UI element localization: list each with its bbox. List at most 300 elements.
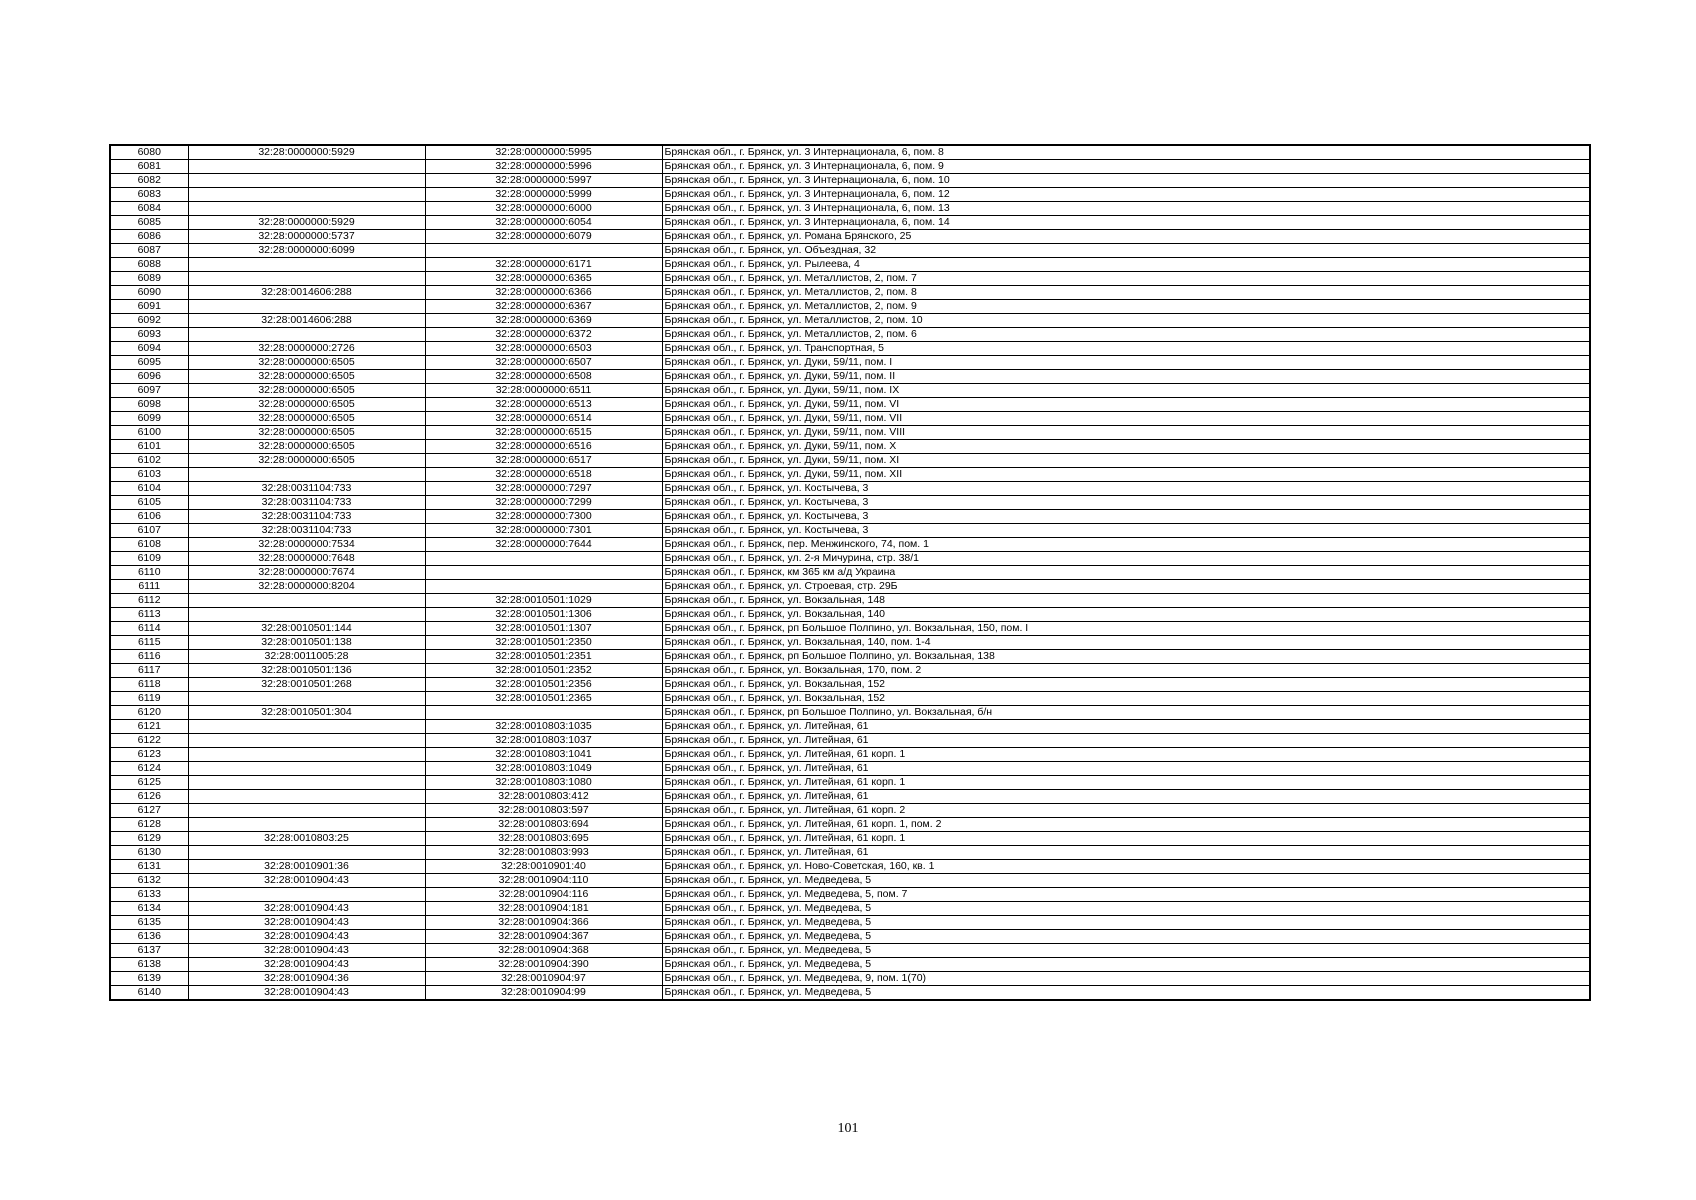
table-row [110, 160, 1590, 174]
address-cell: Брянская обл., г. Брянск, ул. Костычева, 3 [662, 510, 1590, 524]
table-row [110, 706, 1590, 720]
cadastral-number-cell: 32:28:0010501:1306 [425, 608, 662, 622]
row-number-cell: 6090 [110, 286, 188, 300]
parent-cadastral-number-cell: 32:28:0000000:7648 [188, 552, 425, 566]
parent-cadastral-number-cell [188, 846, 425, 860]
address-cell: Брянская обл., г. Брянск, ул. Дуки, 59/11, пом. I [662, 356, 1590, 370]
table-row [110, 272, 1590, 286]
table-row [110, 636, 1590, 650]
cadastral-number-cell: 32:28:0000000:6518 [425, 468, 662, 482]
cadastral-number-cell: 32:28:0010904:390 [425, 958, 662, 972]
row-number-cell: 6107 [110, 524, 188, 538]
table-row [110, 412, 1590, 426]
cadastral-number-cell: 32:28:0000000:5996 [425, 160, 662, 174]
parent-cadastral-number-cell: 32:28:0000000:2726 [188, 342, 425, 356]
parent-cadastral-number-cell: 32:28:0000000:7674 [188, 566, 425, 580]
table-row [110, 552, 1590, 566]
cadastral-number-cell: 32:28:0010904:367 [425, 930, 662, 944]
row-number-cell: 6080 [110, 145, 188, 160]
address-cell: Брянская обл., г. Брянск, ул. 3 Интернационала, 6, пом. 12 [662, 188, 1590, 202]
row-number-cell: 6091 [110, 300, 188, 314]
registry-table-body [110, 145, 1590, 1000]
parent-cadastral-number-cell: 32:28:0010904:43 [188, 958, 425, 972]
parent-cadastral-number-cell: 32:28:0010904:43 [188, 902, 425, 916]
row-number-cell: 6086 [110, 230, 188, 244]
table-row [110, 608, 1590, 622]
address-cell: Брянская обл., г. Брянск, ул. Литейная, 61 [662, 720, 1590, 734]
table-row [110, 384, 1590, 398]
row-number-cell: 6093 [110, 328, 188, 342]
cadastral-number-cell: 32:28:0010803:597 [425, 804, 662, 818]
address-cell: Брянская обл., г. Брянск, ул. Медведева, 5 [662, 902, 1590, 916]
row-number-cell: 6097 [110, 384, 188, 398]
table-row [110, 216, 1590, 230]
parent-cadastral-number-cell: 32:28:0010904:36 [188, 972, 425, 986]
row-number-cell: 6109 [110, 552, 188, 566]
cadastral-number-cell: 32:28:0000000:5995 [425, 145, 662, 160]
row-number-cell: 6082 [110, 174, 188, 188]
cadastral-number-cell: 32:28:0000000:7300 [425, 510, 662, 524]
cadastral-number-cell: 32:28:0000000:7299 [425, 496, 662, 510]
address-cell: Брянская обл., г. Брянск, рп Большое Полпино, ул. Вокзальная, б/н [662, 706, 1590, 720]
row-number-cell: 6129 [110, 832, 188, 846]
table-row [110, 790, 1590, 804]
cadastral-number-cell [425, 244, 662, 258]
address-cell: Брянская обл., г. Брянск, рп Большое Полпино, ул. Вокзальная, 138 [662, 650, 1590, 664]
address-cell: Брянская обл., г. Брянск, ул. Медведева, 5 [662, 986, 1590, 1001]
parent-cadastral-number-cell [188, 258, 425, 272]
address-cell: Брянская обл., г. Брянск, ул. Медведева, 9, пом. 1(70) [662, 972, 1590, 986]
row-number-cell: 6084 [110, 202, 188, 216]
cadastral-number-cell: 32:28:0000000:6507 [425, 356, 662, 370]
address-cell: Брянская обл., г. Брянск, ул. Дуки, 59/11, пом. XI [662, 454, 1590, 468]
parent-cadastral-number-cell: 32:28:0014606:288 [188, 286, 425, 300]
address-cell: Брянская обл., г. Брянск, ул. Металлистов, 2, пом. 6 [662, 328, 1590, 342]
row-number-cell: 6113 [110, 608, 188, 622]
cadastral-number-cell: 32:28:0010904:368 [425, 944, 662, 958]
parent-cadastral-number-cell [188, 328, 425, 342]
cadastral-number-cell: 32:28:0000000:6000 [425, 202, 662, 216]
address-cell: Брянская обл., г. Брянск, ул. Дуки, 59/11, пом. IX [662, 384, 1590, 398]
table-row [110, 510, 1590, 524]
property-registry-table [109, 144, 1591, 1001]
row-number-cell: 6138 [110, 958, 188, 972]
row-number-cell: 6094 [110, 342, 188, 356]
address-cell: Брянская обл., г. Брянск, ул. Вокзальная, 148 [662, 594, 1590, 608]
address-cell: Брянская обл., г. Брянск, ул. Вокзальная, 152 [662, 692, 1590, 706]
cadastral-number-cell: 32:28:0000000:6516 [425, 440, 662, 454]
cadastral-number-cell: 32:28:0010803:695 [425, 832, 662, 846]
parent-cadastral-number-cell: 32:28:0010803:25 [188, 832, 425, 846]
cadastral-number-cell: 32:28:0000000:7301 [425, 524, 662, 538]
table-row [110, 888, 1590, 902]
address-cell: Брянская обл., г. Брянск, ул. Медведева, 5 [662, 874, 1590, 888]
row-number-cell: 6085 [110, 216, 188, 230]
parent-cadastral-number-cell: 32:28:0000000:5929 [188, 216, 425, 230]
table-row [110, 958, 1590, 972]
parent-cadastral-number-cell: 32:28:0000000:6505 [188, 454, 425, 468]
table-row [110, 972, 1590, 986]
row-number-cell: 6106 [110, 510, 188, 524]
table-row [110, 860, 1590, 874]
row-number-cell: 6116 [110, 650, 188, 664]
row-number-cell: 6132 [110, 874, 188, 888]
row-number-cell: 6124 [110, 762, 188, 776]
parent-cadastral-number-cell [188, 188, 425, 202]
table-row [110, 230, 1590, 244]
parent-cadastral-number-cell: 32:28:0010501:136 [188, 664, 425, 678]
table-row [110, 832, 1590, 846]
row-number-cell: 6131 [110, 860, 188, 874]
cadastral-number-cell: 32:28:0010803:993 [425, 846, 662, 860]
address-cell: Брянская обл., г. Брянск, ул. Объездная, 32 [662, 244, 1590, 258]
address-cell: Брянская обл., г. Брянск, ул. 3 Интернационала, 6, пом. 14 [662, 216, 1590, 230]
table-row [110, 426, 1590, 440]
address-cell: Брянская обл., г. Брянск, ул. Рылеева, 4 [662, 258, 1590, 272]
cadastral-number-cell: 32:28:0010501:2351 [425, 650, 662, 664]
row-number-cell: 6120 [110, 706, 188, 720]
row-number-cell: 6083 [110, 188, 188, 202]
address-cell: Брянская обл., г. Брянск, ул. Вокзальная, 140 [662, 608, 1590, 622]
row-number-cell: 6114 [110, 622, 188, 636]
parent-cadastral-number-cell [188, 720, 425, 734]
parent-cadastral-number-cell [188, 174, 425, 188]
address-cell: Брянская обл., г. Брянск, ул. 3 Интернационала, 6, пом. 10 [662, 174, 1590, 188]
row-number-cell: 6139 [110, 972, 188, 986]
cadastral-number-cell: 32:28:0000000:6508 [425, 370, 662, 384]
cadastral-number-cell: 32:28:0010501:1029 [425, 594, 662, 608]
cadastral-number-cell: 32:28:0010501:1307 [425, 622, 662, 636]
cadastral-number-cell: 32:28:0010501:2365 [425, 692, 662, 706]
cadastral-number-cell: 32:28:0010803:1049 [425, 762, 662, 776]
cadastral-number-cell: 32:28:0000000:6367 [425, 300, 662, 314]
parent-cadastral-number-cell [188, 160, 425, 174]
table-row [110, 454, 1590, 468]
table-row [110, 314, 1590, 328]
cadastral-number-cell: 32:28:0000000:6365 [425, 272, 662, 286]
table-row [110, 328, 1590, 342]
address-cell: Брянская обл., г. Брянск, ул. Медведева, 5 [662, 944, 1590, 958]
table-row [110, 258, 1590, 272]
parent-cadastral-number-cell [188, 468, 425, 482]
table-row [110, 902, 1590, 916]
row-number-cell: 6115 [110, 636, 188, 650]
table-row [110, 930, 1590, 944]
row-number-cell: 6104 [110, 482, 188, 496]
cadastral-number-cell: 32:28:0000000:6372 [425, 328, 662, 342]
address-cell: Брянская обл., г. Брянск, ул. Литейная, 61 корп. 1 [662, 832, 1590, 846]
row-number-cell: 6134 [110, 902, 188, 916]
row-number-cell: 6126 [110, 790, 188, 804]
table-row [110, 286, 1590, 300]
table-row [110, 678, 1590, 692]
table-row [110, 846, 1590, 860]
row-number-cell: 6096 [110, 370, 188, 384]
table-row [110, 524, 1590, 538]
table-row [110, 468, 1590, 482]
cadastral-number-cell: 32:28:0010904:97 [425, 972, 662, 986]
table-row [110, 538, 1590, 552]
address-cell: Брянская обл., г. Брянск, ул. Литейная, 61 корп. 1 [662, 776, 1590, 790]
row-number-cell: 6110 [110, 566, 188, 580]
address-cell: Брянская обл., г. Брянск, ул. Литейная, 61 [662, 762, 1590, 776]
row-number-cell: 6119 [110, 692, 188, 706]
parent-cadastral-number-cell: 32:28:0000000:6505 [188, 370, 425, 384]
table-row [110, 370, 1590, 384]
parent-cadastral-number-cell: 32:28:0000000:7534 [188, 538, 425, 552]
cadastral-number-cell: 32:28:0010803:1041 [425, 748, 662, 762]
cadastral-number-cell: 32:28:0000000:7297 [425, 482, 662, 496]
cadastral-number-cell: 32:28:0000000:6054 [425, 216, 662, 230]
address-cell: Брянская обл., г. Брянск, ул. Дуки, 59/11, пом. VI [662, 398, 1590, 412]
parent-cadastral-number-cell: 32:28:0000000:6505 [188, 356, 425, 370]
address-cell: Брянская обл., г. Брянск, ул. Металлистов, 2, пом. 8 [662, 286, 1590, 300]
row-number-cell: 6103 [110, 468, 188, 482]
table-row [110, 342, 1590, 356]
table-row [110, 188, 1590, 202]
address-cell: Брянская обл., г. Брянск, ул. Вокзальная, 152 [662, 678, 1590, 692]
parent-cadastral-number-cell [188, 790, 425, 804]
row-number-cell: 6135 [110, 916, 188, 930]
address-cell: Брянская обл., г. Брянск, ул. Металлистов, 2, пом. 10 [662, 314, 1590, 328]
row-number-cell: 6111 [110, 580, 188, 594]
cadastral-number-cell: 32:28:0000000:6513 [425, 398, 662, 412]
cadastral-number-cell: 32:28:0000000:5999 [425, 188, 662, 202]
row-number-cell: 6102 [110, 454, 188, 468]
row-number-cell: 6089 [110, 272, 188, 286]
parent-cadastral-number-cell: 32:28:0014606:288 [188, 314, 425, 328]
table-row [110, 916, 1590, 930]
table-row [110, 762, 1590, 776]
parent-cadastral-number-cell: 32:28:0010904:43 [188, 874, 425, 888]
address-cell: Брянская обл., г. Брянск, ул. Литейная, 61 корп. 1 [662, 748, 1590, 762]
parent-cadastral-number-cell: 32:28:0031104:733 [188, 482, 425, 496]
row-number-cell: 6137 [110, 944, 188, 958]
address-cell: Брянская обл., г. Брянск, ул. Костычева, 3 [662, 482, 1590, 496]
row-number-cell: 6099 [110, 412, 188, 426]
address-cell: Брянская обл., г. Брянск, ул. Романа Брянского, 25 [662, 230, 1590, 244]
parent-cadastral-number-cell: 32:28:0010501:138 [188, 636, 425, 650]
row-number-cell: 6133 [110, 888, 188, 902]
address-cell: Брянская обл., г. Брянск, км 365 км а/д Украина [662, 566, 1590, 580]
cadastral-number-cell: 32:28:0000000:6517 [425, 454, 662, 468]
row-number-cell: 6121 [110, 720, 188, 734]
address-cell: Брянская обл., г. Брянск, ул. Транспортная, 5 [662, 342, 1590, 356]
address-cell: Брянская обл., г. Брянск, ул. Литейная, 61 корп. 2 [662, 804, 1590, 818]
cadastral-number-cell: 32:28:0010501:2350 [425, 636, 662, 650]
table-row [110, 776, 1590, 790]
parent-cadastral-number-cell [188, 594, 425, 608]
parent-cadastral-number-cell: 32:28:0010904:43 [188, 916, 425, 930]
address-cell: Брянская обл., г. Брянск, ул. Вокзальная, 140, пом. 1-4 [662, 636, 1590, 650]
cadastral-number-cell: 32:28:0000000:6511 [425, 384, 662, 398]
address-cell: Брянская обл., г. Брянск, пер. Менжинского, 74, пом. 1 [662, 538, 1590, 552]
cadastral-number-cell: 32:28:0010501:2352 [425, 664, 662, 678]
address-cell: Брянская обл., г. Брянск, ул. Дуки, 59/11, пом. X [662, 440, 1590, 454]
address-cell: Брянская обл., г. Брянск, ул. Металлистов, 2, пом. 9 [662, 300, 1590, 314]
parent-cadastral-number-cell: 32:28:0031104:733 [188, 524, 425, 538]
row-number-cell: 6122 [110, 734, 188, 748]
table-row [110, 244, 1590, 258]
parent-cadastral-number-cell: 32:28:0031104:733 [188, 496, 425, 510]
cadastral-number-cell: 32:28:0010904:116 [425, 888, 662, 902]
table-row [110, 145, 1590, 160]
parent-cadastral-number-cell: 32:28:0000000:6505 [188, 440, 425, 454]
cadastral-number-cell: 32:28:0010803:694 [425, 818, 662, 832]
table-row [110, 300, 1590, 314]
table-row [110, 818, 1590, 832]
row-number-cell: 6140 [110, 986, 188, 1001]
parent-cadastral-number-cell [188, 818, 425, 832]
cadastral-number-cell: 32:28:0000000:6079 [425, 230, 662, 244]
parent-cadastral-number-cell [188, 202, 425, 216]
table-row [110, 496, 1590, 510]
row-number-cell: 6127 [110, 804, 188, 818]
table-row [110, 734, 1590, 748]
cadastral-number-cell: 32:28:0000000:7644 [425, 538, 662, 552]
parent-cadastral-number-cell [188, 692, 425, 706]
address-cell: Брянская обл., г. Брянск, ул. Дуки, 59/11, пом. XII [662, 468, 1590, 482]
parent-cadastral-number-cell [188, 608, 425, 622]
table-row [110, 944, 1590, 958]
parent-cadastral-number-cell [188, 804, 425, 818]
parent-cadastral-number-cell [188, 300, 425, 314]
address-cell: Брянская обл., г. Брянск, ул. Ново-Советская, 160, кв. 1 [662, 860, 1590, 874]
table-row [110, 482, 1590, 496]
address-cell: Брянская обл., г. Брянск, ул. Вокзальная, 170, пом. 2 [662, 664, 1590, 678]
row-number-cell: 6098 [110, 398, 188, 412]
row-number-cell: 6136 [110, 930, 188, 944]
row-number-cell: 6088 [110, 258, 188, 272]
parent-cadastral-number-cell: 32:28:0000000:6505 [188, 384, 425, 398]
parent-cadastral-number-cell: 32:28:0000000:8204 [188, 580, 425, 594]
cadastral-number-cell: 32:28:0010904:99 [425, 986, 662, 1001]
table-row [110, 692, 1590, 706]
cadastral-number-cell: 32:28:0010904:366 [425, 916, 662, 930]
table-row [110, 804, 1590, 818]
row-number-cell: 6105 [110, 496, 188, 510]
parent-cadastral-number-cell: 32:28:0010501:268 [188, 678, 425, 692]
parent-cadastral-number-cell: 32:28:0010501:144 [188, 622, 425, 636]
table-row [110, 874, 1590, 888]
table-row [110, 398, 1590, 412]
table-row [110, 174, 1590, 188]
parent-cadastral-number-cell: 32:28:0010904:43 [188, 944, 425, 958]
table-row [110, 202, 1590, 216]
parent-cadastral-number-cell [188, 748, 425, 762]
address-cell: Брянская обл., г. Брянск, ул. Медведева, 5 [662, 958, 1590, 972]
table-row [110, 664, 1590, 678]
address-cell: Брянская обл., г. Брянск, ул. 3 Интернационала, 6, пом. 13 [662, 202, 1590, 216]
parent-cadastral-number-cell: 32:28:0000000:6505 [188, 398, 425, 412]
address-cell: Брянская обл., г. Брянск, ул. Медведева, 5 [662, 916, 1590, 930]
row-number-cell: 6108 [110, 538, 188, 552]
parent-cadastral-number-cell: 32:28:0010904:43 [188, 930, 425, 944]
address-cell: Брянская обл., г. Брянск, ул. Костычева, 3 [662, 524, 1590, 538]
table-row [110, 650, 1590, 664]
address-cell: Брянская обл., г. Брянск, ул. 2-я Мичурина, стр. 38/1 [662, 552, 1590, 566]
cadastral-number-cell: 32:28:0010904:110 [425, 874, 662, 888]
cadastral-number-cell: 32:28:0000000:6515 [425, 426, 662, 440]
address-cell: Брянская обл., г. Брянск, ул. Дуки, 59/11, пом. II [662, 370, 1590, 384]
address-cell: Брянская обл., г. Брянск, ул. Литейная, 61 корп. 1, пом. 2 [662, 818, 1590, 832]
cadastral-number-cell: 32:28:0010803:1035 [425, 720, 662, 734]
table-row [110, 440, 1590, 454]
row-number-cell: 6123 [110, 748, 188, 762]
cadastral-number-cell [425, 580, 662, 594]
address-cell: Брянская обл., г. Брянск, ул. 3 Интернационала, 6, пом. 8 [662, 145, 1590, 160]
address-cell: Брянская обл., г. Брянск, ул. Литейная, 61 [662, 734, 1590, 748]
cadastral-number-cell: 32:28:0010501:2356 [425, 678, 662, 692]
row-number-cell: 6128 [110, 818, 188, 832]
address-cell: Брянская обл., г. Брянск, ул. Дуки, 59/11, пом. VII [662, 412, 1590, 426]
table-row [110, 748, 1590, 762]
parent-cadastral-number-cell [188, 888, 425, 902]
row-number-cell: 6112 [110, 594, 188, 608]
address-cell: Брянская обл., г. Брянск, ул. Литейная, 61 [662, 790, 1590, 804]
cadastral-number-cell: 32:28:0000000:6366 [425, 286, 662, 300]
cadastral-number-cell: 32:28:0000000:6369 [425, 314, 662, 328]
table-row [110, 356, 1590, 370]
cadastral-number-cell: 32:28:0010901:40 [425, 860, 662, 874]
address-cell: Брянская обл., г. Брянск, ул. Металлистов, 2, пом. 7 [662, 272, 1590, 286]
row-number-cell: 6081 [110, 160, 188, 174]
cadastral-number-cell: 32:28:0010803:1037 [425, 734, 662, 748]
address-cell: Брянская обл., г. Брянск, ул. Медведева, 5, пом. 7 [662, 888, 1590, 902]
parent-cadastral-number-cell: 32:28:0031104:733 [188, 510, 425, 524]
address-cell: Брянская обл., г. Брянск, рп Большое Полпино, ул. Вокзальная, 150, пом. I [662, 622, 1590, 636]
address-cell: Брянская обл., г. Брянск, ул. Медведева, 5 [662, 930, 1590, 944]
table-row [110, 986, 1590, 1001]
address-cell: Брянская обл., г. Брянск, ул. 3 Интернационала, 6, пом. 9 [662, 160, 1590, 174]
table-row [110, 622, 1590, 636]
row-number-cell: 6130 [110, 846, 188, 860]
row-number-cell: 6125 [110, 776, 188, 790]
cadastral-number-cell [425, 566, 662, 580]
address-cell: Брянская обл., г. Брянск, ул. Литейная, 61 [662, 846, 1590, 860]
cadastral-number-cell: 32:28:0000000:6171 [425, 258, 662, 272]
parent-cadastral-number-cell: 32:28:0000000:6505 [188, 412, 425, 426]
cadastral-number-cell: 32:28:0010904:181 [425, 902, 662, 916]
parent-cadastral-number-cell: 32:28:0000000:5737 [188, 230, 425, 244]
row-number-cell: 6087 [110, 244, 188, 258]
parent-cadastral-number-cell: 32:28:0000000:5929 [188, 145, 425, 160]
address-cell: Брянская обл., г. Брянск, ул. Строевая, стр. 29Б [662, 580, 1590, 594]
parent-cadastral-number-cell: 32:28:0000000:6099 [188, 244, 425, 258]
row-number-cell: 6118 [110, 678, 188, 692]
parent-cadastral-number-cell: 32:28:0010501:304 [188, 706, 425, 720]
cadastral-number-cell: 32:28:0010803:1080 [425, 776, 662, 790]
row-number-cell: 6095 [110, 356, 188, 370]
table-row [110, 594, 1590, 608]
parent-cadastral-number-cell [188, 734, 425, 748]
row-number-cell: 6101 [110, 440, 188, 454]
parent-cadastral-number-cell [188, 776, 425, 790]
cadastral-number-cell: 32:28:0000000:6503 [425, 342, 662, 356]
cadastral-number-cell [425, 552, 662, 566]
row-number-cell: 6100 [110, 426, 188, 440]
page-number: 101 [837, 1121, 859, 1136]
parent-cadastral-number-cell [188, 272, 425, 286]
cadastral-number-cell [425, 706, 662, 720]
parent-cadastral-number-cell [188, 762, 425, 776]
parent-cadastral-number-cell: 32:28:0010901:36 [188, 860, 425, 874]
parent-cadastral-number-cell: 32:28:0010904:43 [188, 986, 425, 1001]
table-row [110, 566, 1590, 580]
parent-cadastral-number-cell: 32:28:0011005:28 [188, 650, 425, 664]
address-cell: Брянская обл., г. Брянск, ул. Костычева, 3 [662, 496, 1590, 510]
row-number-cell: 6117 [110, 664, 188, 678]
